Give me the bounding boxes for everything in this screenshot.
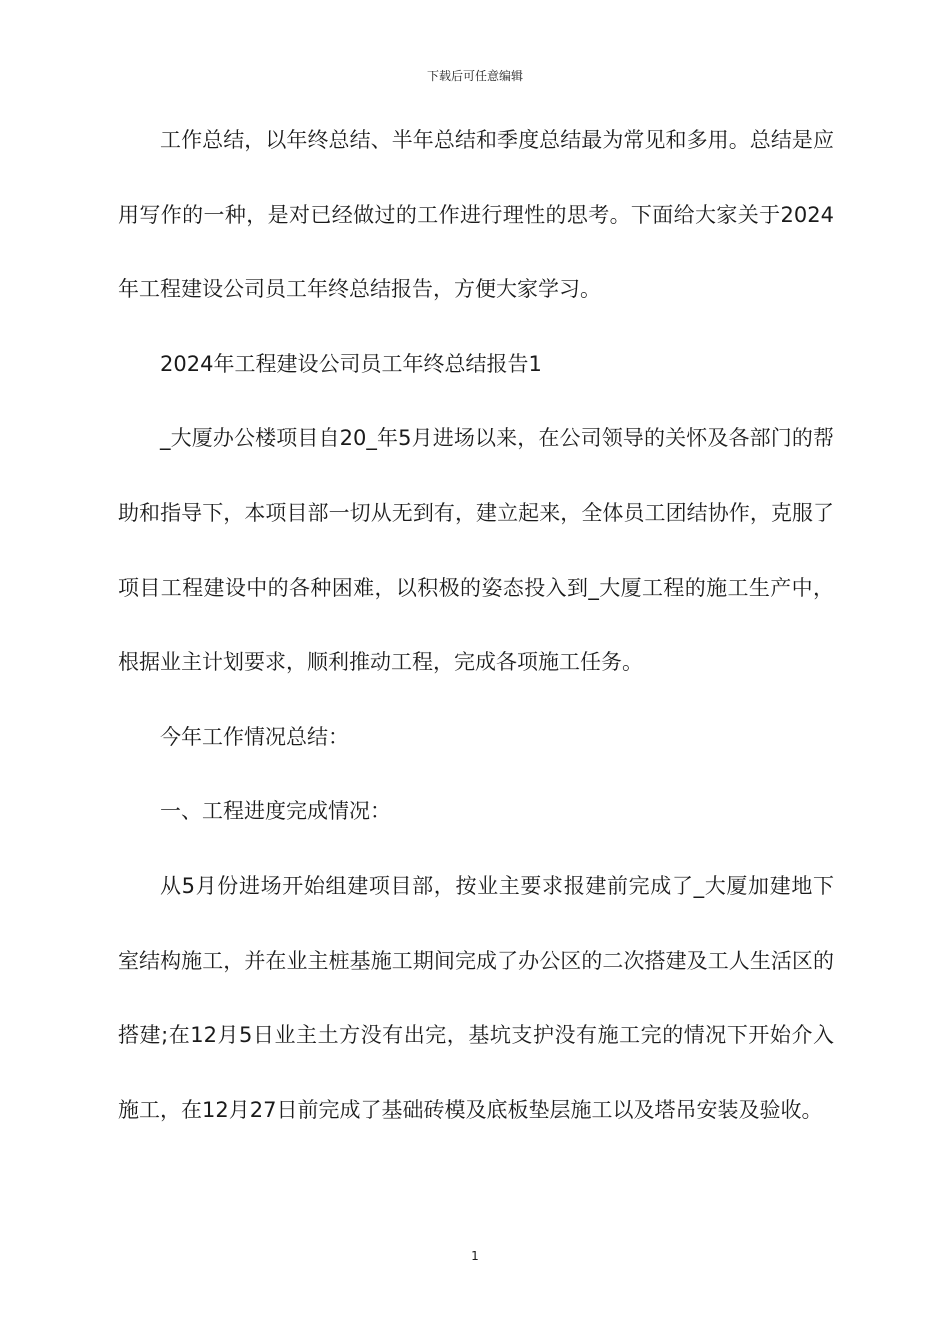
- page-header: 下载后可任意编辑: [426, 69, 523, 83]
- section-heading-progress: 一、工程进度完成情况：: [160, 799, 391, 824]
- section-heading-summary: 今年工作情况总结：: [160, 724, 349, 749]
- document-body: [118, 103, 834, 1147]
- report-title: 2024年工程建设公司员工年终总结报告1: [160, 351, 542, 376]
- intro-paragraph: 工作总结，以年终总结、半年总结和季度总结最为常见和多用。总结是应用写作的一种，是对已经做过的工作进行理性的思考。下面给大家关于2024年工程建设公司员工年终总结报告，方便大家学习。: [118, 128, 834, 302]
- page-number: 1: [471, 1249, 479, 1263]
- project-overview-paragraph: _大厦办公楼项目自20_年5月进场以来，在公司领导的关怀及各部门的帮助和指导下，本项目部一切从无到有，建立起来，全体员工团结协作，克服了项目工程建设中的各种困难，以积极的姿态投入到_大厦工程的施工生产中，根据业主计划要求，顺利推动工程，完成各项施工任务。: [118, 426, 834, 675]
- progress-paragraph: 从5月份进场开始组建项目部，按业主要求报建前完成了_大厦加建地下室结构施工，并在业主桩基施工期间完成了办公区的二次搭建及工人生活区的搭建;在12月5日业主土方没有出完，基坑支护没有施工完的情况下开始介入施工，在12月27日前完成了基础砖模及底板垫层施工以及塔吊安装及验收。: [118, 873, 834, 1122]
